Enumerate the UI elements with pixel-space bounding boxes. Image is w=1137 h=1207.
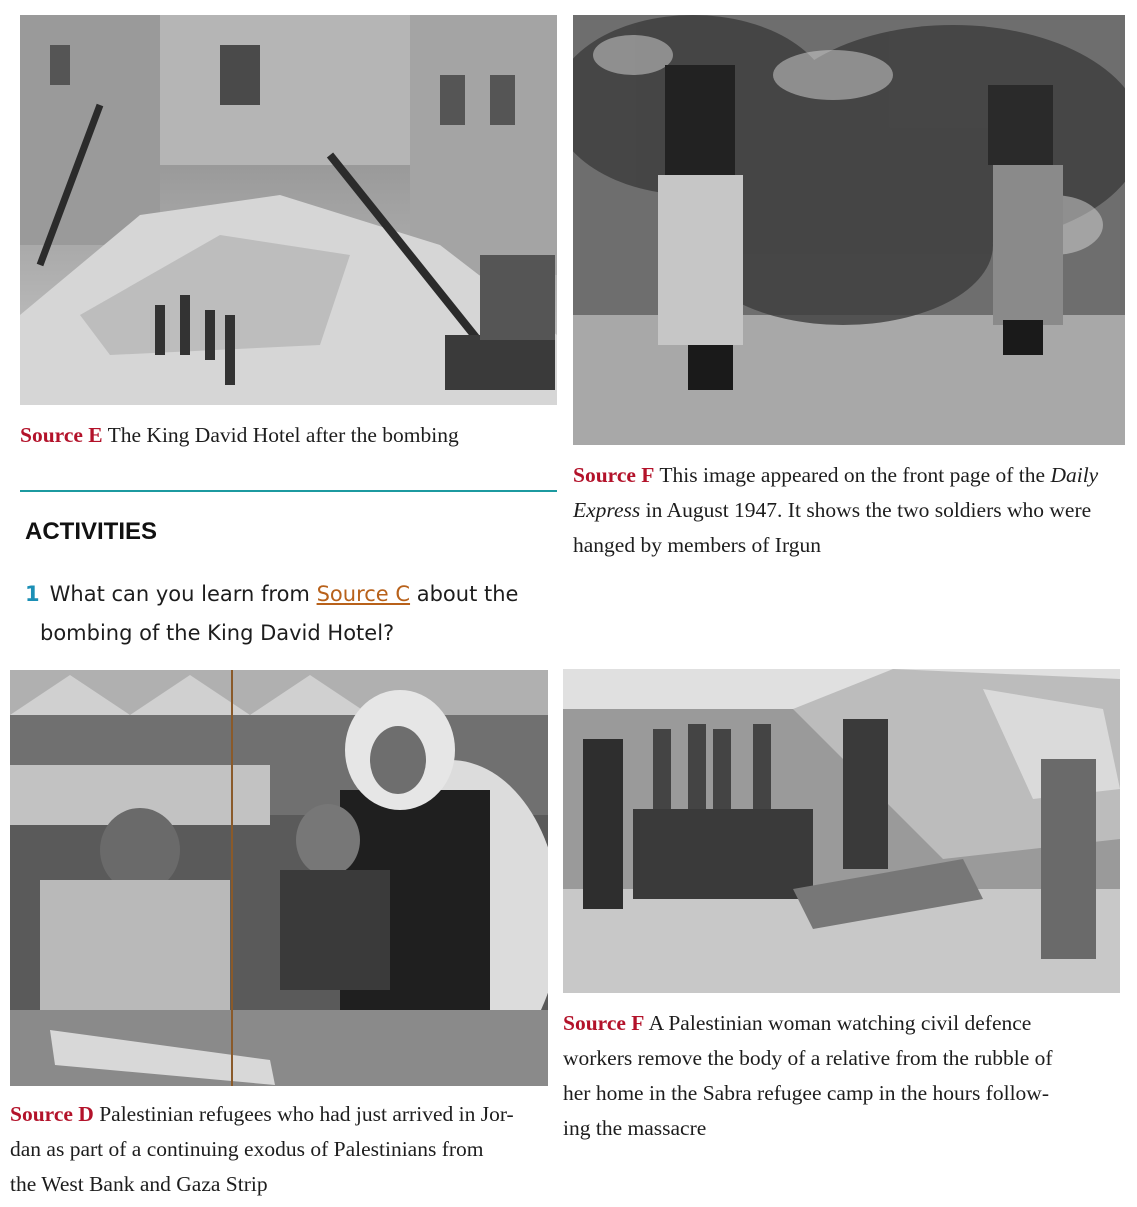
question-number: 1 bbox=[25, 582, 40, 606]
source-f-top-text-2: in August 1947. It shows the two soldiers who were hanged by members of Irgun bbox=[573, 498, 1092, 557]
source-d-caption bbox=[10, 1097, 555, 1202]
source-f-top-label: Source F bbox=[573, 463, 655, 487]
source-d-text-2: dan as part of a continuing exodus of Palestinians from bbox=[10, 1137, 484, 1161]
source-c-link[interactable]: Source C bbox=[316, 582, 411, 606]
activity-question-1 bbox=[25, 575, 545, 653]
sabra-camp-photo bbox=[563, 669, 1120, 993]
source-e-label: Source E bbox=[20, 423, 103, 447]
source-f-bottom-text-1: A Palestinian woman watching civil defence bbox=[648, 1011, 1032, 1035]
section-divider bbox=[20, 490, 557, 492]
question-text-1: What can you learn from bbox=[49, 582, 310, 606]
question-text-3: bombing of the King David Hotel? bbox=[40, 621, 395, 645]
source-f-bottom-caption bbox=[563, 1006, 1123, 1146]
question-text-2: about the bbox=[416, 582, 519, 606]
source-f-top-publication: Daily Express bbox=[573, 463, 1099, 522]
activities-heading: ACTIVITIES bbox=[25, 518, 158, 545]
source-f-top-caption bbox=[573, 458, 1133, 563]
source-f-bottom-text-3: her home in the Sabra refugee camp in the hours follow- bbox=[563, 1081, 1049, 1105]
source-f-top-text-1: This image appeared on the front page of the bbox=[659, 463, 1046, 487]
hanged-soldiers-photo bbox=[573, 15, 1125, 445]
source-f-bottom-text-2: workers remove the body of a relative from the rubble of bbox=[563, 1046, 1053, 1070]
refugees-photo bbox=[10, 670, 548, 1086]
source-d-label: Source D bbox=[10, 1102, 94, 1126]
king-david-hotel-photo bbox=[20, 15, 557, 405]
source-d-text-3: the West Bank and Gaza Strip bbox=[10, 1172, 268, 1196]
source-f-bottom-label: Source F bbox=[563, 1011, 645, 1035]
source-f-bottom-text-4: ing the massacre bbox=[563, 1116, 707, 1140]
source-e-caption bbox=[20, 418, 560, 453]
source-e-text: The King David Hotel after the bombing bbox=[107, 423, 459, 447]
source-d-text-1: Palestinian refugees who had just arrived in Jor- bbox=[99, 1102, 514, 1126]
